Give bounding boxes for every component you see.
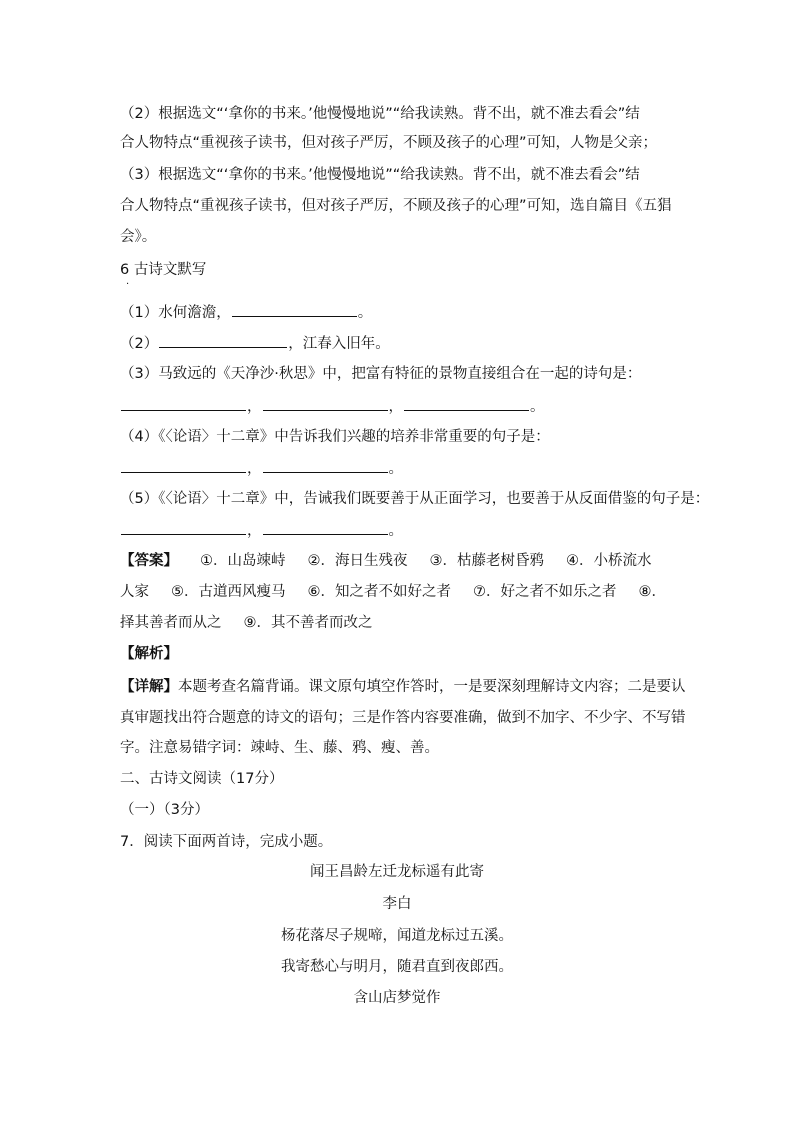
answer-5: ⑤．古道西风瘦马 [171, 584, 286, 600]
q6-item5-blank-2 [263, 520, 388, 535]
analysis-line3: 字。注意易错字词：竦峙、生、藤、鸦、瘦、善。 [120, 740, 439, 756]
q6-item5-blanks [120, 520, 403, 541]
q6-item1-pre: （1）水何澹澹， [120, 305, 231, 321]
poem-author: 李白 [382, 896, 412, 912]
answer-8b: 择其善者而从之 [120, 615, 222, 631]
section2-title: 二、古诗文阅读（17分） [120, 771, 284, 787]
q6-item4-blank-2 [263, 458, 388, 473]
answer-6: ⑥．知之者不如好之者 [307, 584, 451, 600]
q7-title: 7．阅读下面两首诗，完成小题。 [120, 834, 333, 850]
q6-item4-period: 。 [388, 461, 403, 477]
q6-item4-comma: ， [247, 461, 262, 477]
q6-item2 [120, 333, 390, 354]
q6-item5-period: 。 [388, 523, 403, 539]
q6-item3-blank-2 [263, 396, 388, 411]
p3-line2: 合人物特点“重视孩子读书，但对孩子严厉，不顾及孩子的心理”可知，选自篇目《五猖 [120, 198, 672, 214]
q6-item5: （5）《〈论语〉十二章》中，告诫我们既要善于从正面学习，也要善于从反面借鉴的句子是： [120, 491, 710, 507]
analysis-label: 【解析】 [120, 646, 178, 662]
p2-line1: （2）根据选文“‘拿你的书来。’他慢慢地说”“给我读熟。背不出，就不准去看会”结 [120, 106, 640, 122]
analysis-line2: 真审题找出符合题意的诗文的语句；三是作答内容要准确，做到不加字、不少字、不写错 [120, 710, 686, 726]
p3-line1: （3）根据选文“‘拿你的书来。’他慢慢地说”“给我读熟。背不出，就不准去看会”结 [120, 167, 640, 183]
answer-4: ④．小桥流水 [566, 553, 652, 569]
answer-8: ⑧． [638, 584, 666, 600]
q6-item3-comma-1: ， [247, 399, 262, 415]
q6-item2-post: ，江春入旧年。 [288, 336, 390, 352]
answer-line2 [120, 582, 666, 602]
poem-line2: 我寄愁心与明月，随君直到夜郎西。 [281, 959, 513, 975]
answer-line1 [120, 551, 652, 571]
q6-item3-period: 。 [530, 399, 545, 415]
q6-item5-blank-1 [121, 520, 246, 535]
answer-9: ⑨．其不善者而改之 [243, 615, 373, 631]
q6-item2-pre: （2） [120, 336, 159, 352]
poem2-title: 含山店梦觉作 [353, 990, 441, 1006]
q6-item3-blank-1 [121, 396, 246, 411]
answer-label: 【答案】 [120, 553, 178, 569]
answer-2: ②．海日生残夜 [307, 553, 408, 569]
poem-line1: 杨花落尽子规啼，闻道龙标过五溪。 [281, 928, 513, 944]
poem-title: 闻王昌龄左迁龙标遥有此寄 [310, 864, 484, 880]
q6-dot: · [126, 279, 130, 290]
q6-item1 [120, 302, 372, 323]
answer-7: ⑦．好之者不如乐之者 [473, 584, 617, 600]
p2-line2: 合人物特点“重视孩子读书，但对孩子严厉，不顾及孩子的心理”可知，人物是父亲； [120, 135, 658, 151]
answer-3: ③．枯藤老树昏鸦 [429, 553, 544, 569]
q6-item1-post: 。 [357, 305, 373, 321]
answer-4b: 人家 [120, 584, 149, 600]
analysis-line1 [120, 677, 686, 697]
q6-item4-blanks [120, 458, 403, 479]
section2-sub: （一）（3分） [120, 802, 209, 818]
detail-label: 【详解】 [120, 679, 178, 695]
q6-item4: （4）《〈论语〉十二章》中告诉我们兴趣的培养非常重要的句子是： [120, 429, 550, 445]
analysis-line1-text: 本题考查名篇背诵。课文原句填空作答时，一是要深刻理解诗文内容；二是要认 [178, 679, 686, 695]
q6-item3-blanks [120, 396, 545, 417]
q6-item3-blank-3 [404, 396, 529, 411]
q6-item1-blank [232, 302, 357, 317]
q6-item3: （3）马致远的《天净沙·秋思》中，把富有特征的景物直接组合在一起的诗句是： [120, 366, 642, 382]
answer-1: ①．山岛竦峙 [200, 553, 286, 569]
q6-item4-blank-1 [121, 458, 246, 473]
q6-item3-comma-2: ， [388, 399, 403, 415]
q6-item5-comma: ， [247, 523, 262, 539]
answer-line3 [120, 613, 373, 633]
q6-item2-blank [159, 333, 287, 348]
p3-line3: 会》。 [120, 229, 157, 245]
q6-title: 6 古诗文默写 [120, 262, 207, 278]
